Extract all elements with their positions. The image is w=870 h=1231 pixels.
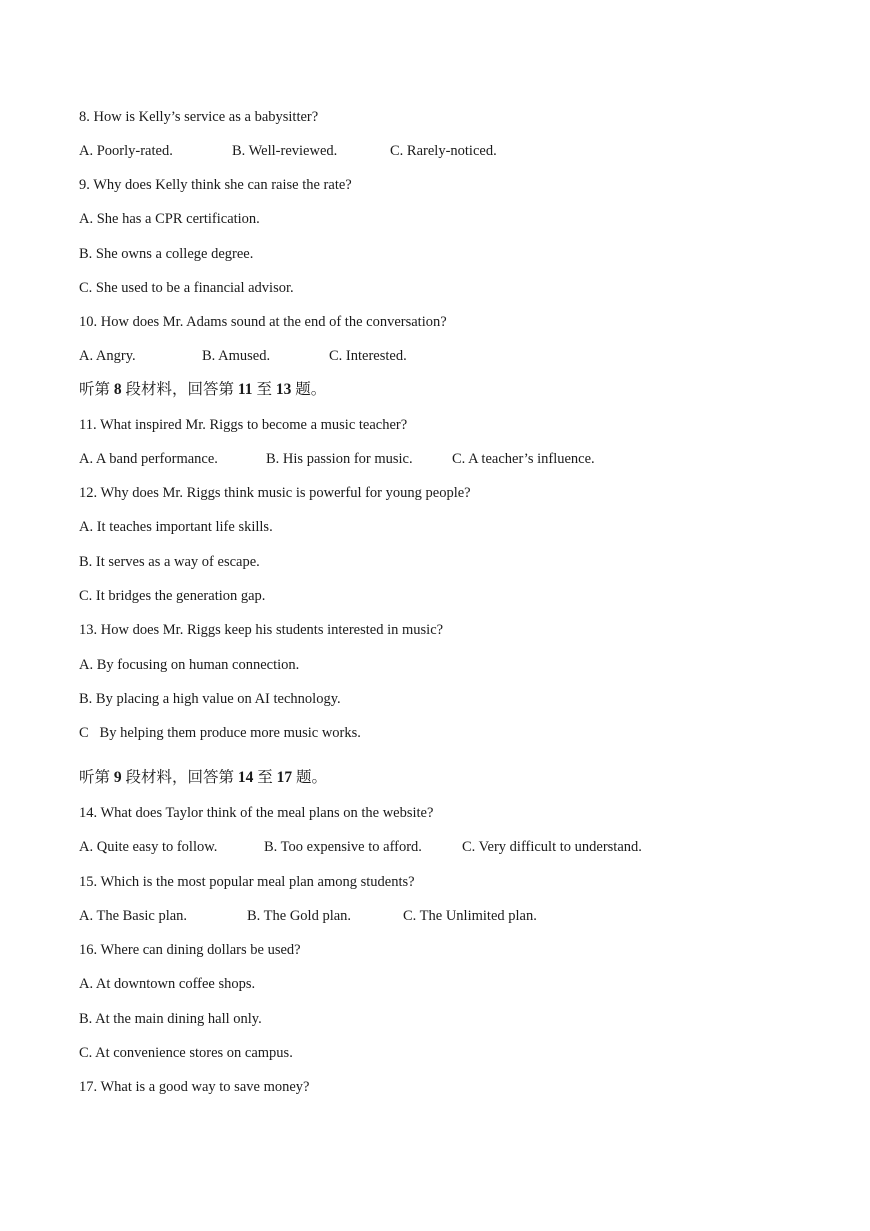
q13-option-c: C By helping them produce more music works. [79, 725, 361, 741]
q8-option-b: B. Well-reviewed. [232, 143, 338, 159]
q13-option-b: B. By placing a high value on AI technology. [79, 691, 341, 707]
q9-option-b: B. She owns a college degree. [79, 246, 254, 262]
q9-option-c: C. She used to be a financial advisor. [79, 280, 294, 296]
question-13: 13. How does Mr. Riggs keep his students interested in music? [79, 622, 444, 638]
question-8: 8. How is Kelly’s service as a babysitter? [79, 109, 319, 125]
q14-option-c: C. Very difficult to understand. [462, 839, 642, 855]
question-14: 14. What does Taylor think of the meal plans on the website? [79, 805, 434, 821]
q15-option-c: C. The Unlimited plan. [403, 908, 537, 924]
q14-option-a: A. Quite easy to follow. [79, 839, 218, 855]
question-12: 12. Why does Mr. Riggs think music is powerful for young people? [79, 485, 471, 501]
q9-option-a: A. She has a CPR certification. [79, 211, 260, 227]
q11-option-b: B. His passion for music. [266, 451, 413, 467]
section-header-9: 听第 9 段材料，回答第 14 至 17 题。 [79, 769, 328, 786]
question-10: 10. How does Mr. Adams sound at the end of the conversation? [79, 314, 447, 330]
q16-option-c: C. At convenience stores on campus. [79, 1045, 293, 1061]
q14-option-b: B. Too expensive to afford. [264, 839, 422, 855]
q11-option-a: A. A band performance. [79, 451, 218, 467]
q15-option-b: B. The Gold plan. [247, 908, 352, 924]
question-16: 16. Where can dining dollars be used? [79, 942, 301, 958]
q12-option-c: C. It bridges the generation gap. [79, 588, 266, 604]
q16-option-a: A. At downtown coffee shops. [79, 976, 256, 992]
question-9: 9. Why does Kelly think she can raise the rate? [79, 177, 352, 193]
question-11: 11. What inspired Mr. Riggs to become a music teacher? [79, 417, 408, 433]
q10-option-b: B. Amused. [202, 348, 271, 364]
q10-option-a: A. Angry. [79, 348, 136, 364]
q11-option-c: C. A teacher’s influence. [452, 451, 595, 467]
q15-option-a: A. The Basic plan. [79, 908, 188, 924]
q13-option-a: A. By focusing on human connection. [79, 657, 300, 673]
q12-option-a: A. It teaches important life skills. [79, 519, 273, 535]
q8-option-c: C. Rarely-noticed. [390, 143, 497, 159]
q16-option-b: B. At the main dining hall only. [79, 1011, 262, 1027]
section-header-8: 听第 8 段材料，回答第 11 至 13 题。 [79, 381, 327, 398]
q12-option-b: B. It serves as a way of escape. [79, 554, 260, 570]
q10-option-c: C. Interested. [329, 348, 407, 364]
question-17: 17. What is a good way to save money? [79, 1079, 310, 1095]
q8-option-a: A. Poorly-rated. [79, 143, 173, 159]
question-15: 15. Which is the most popular meal plan among students? [79, 874, 415, 890]
